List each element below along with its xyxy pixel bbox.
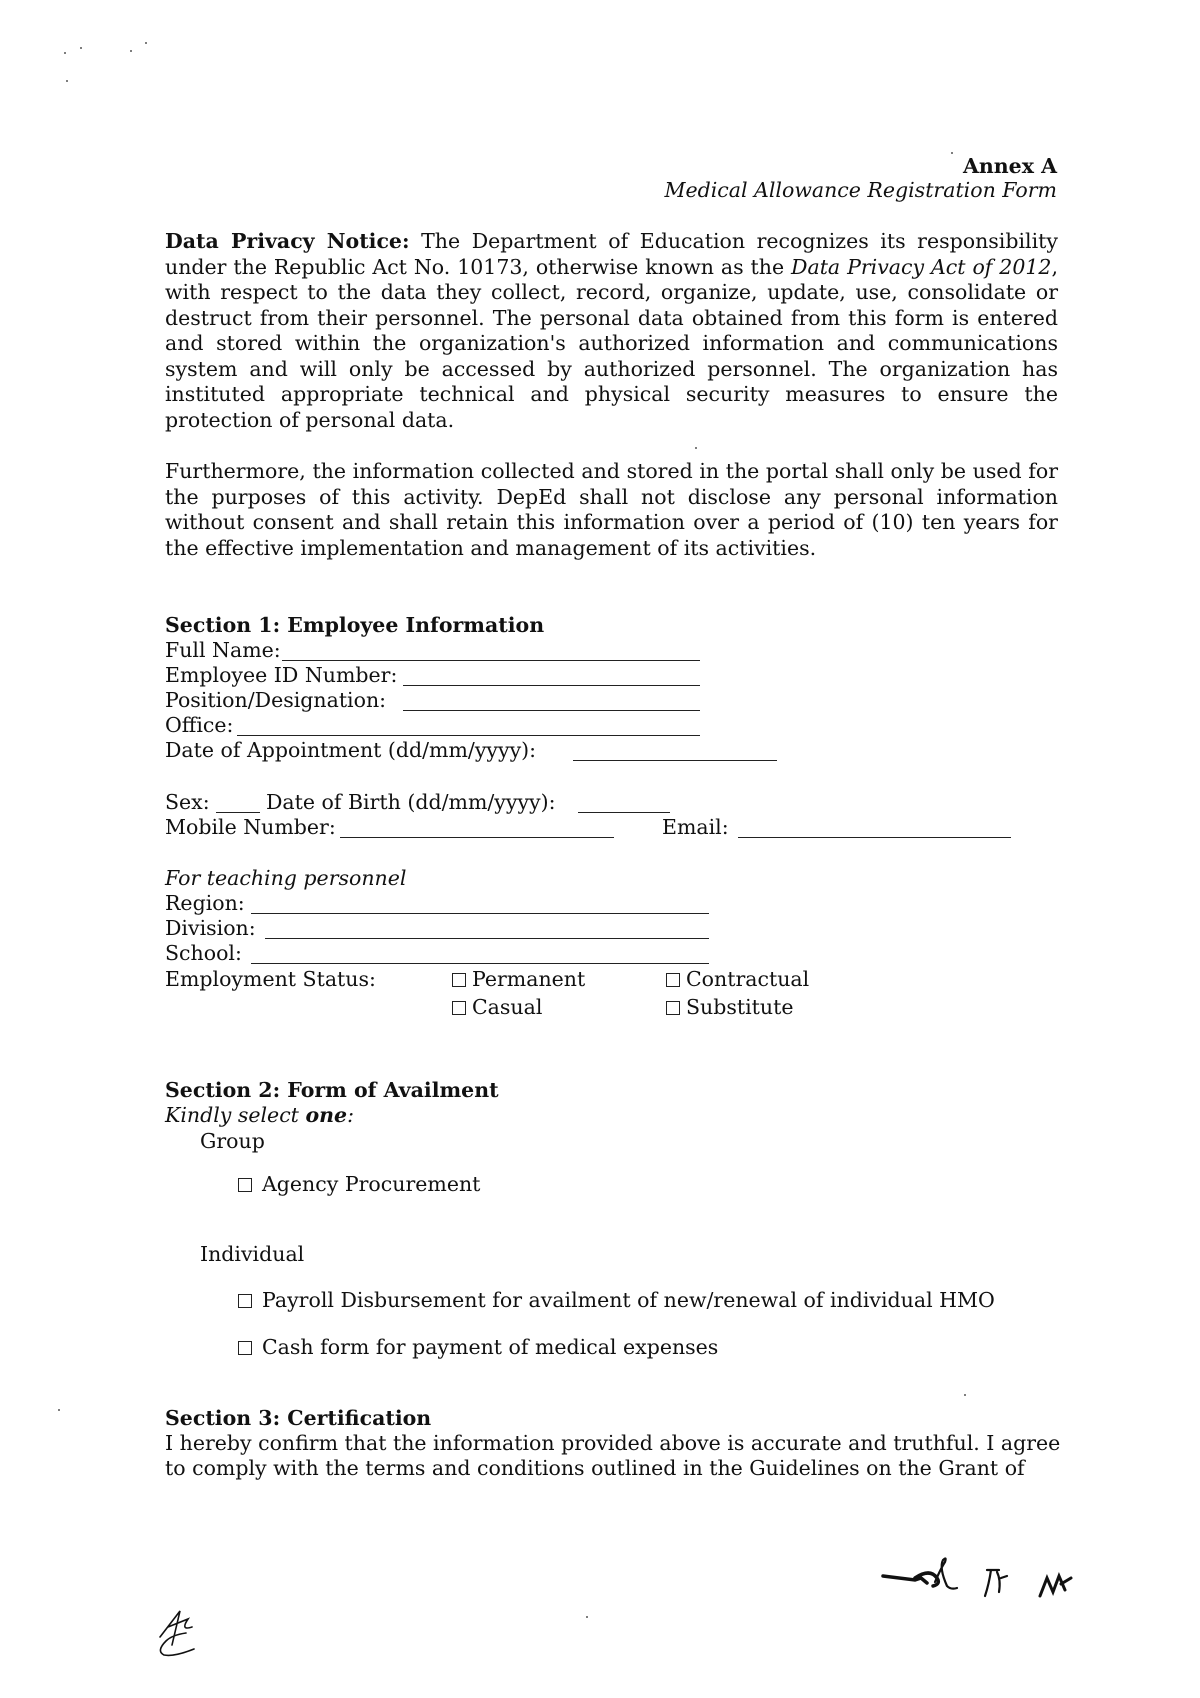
section3-title: Section 3: Certification (165, 1406, 432, 1430)
scan-speck (695, 447, 697, 449)
appointment-label: Date of Appointment (dd/mm/yyyy): (165, 738, 537, 762)
cash-checkbox[interactable] (238, 1341, 252, 1355)
mobile-label: Mobile Number: (165, 815, 336, 839)
instruction-text: Kindly select (165, 1103, 306, 1127)
dob-label: Date of Birth (dd/mm/yyyy): (266, 790, 556, 814)
office-label: Office: (165, 713, 234, 737)
initials-mark (150, 1605, 210, 1660)
scan-speck (66, 80, 68, 82)
employee-id-field[interactable] (403, 685, 700, 686)
annex-subtitle: Medical Allowance Registration Form (664, 178, 1057, 202)
employee-id-label: Employee ID Number: (165, 663, 398, 687)
substitute-checkbox[interactable] (666, 1001, 680, 1015)
instruction-colon: : (347, 1103, 354, 1127)
cash-label: Cash form for payment of medical expenses (262, 1335, 719, 1359)
scan-speck (64, 52, 66, 54)
privacy-act-name: Data Privacy Act of 2012 (791, 254, 1052, 279)
scan-speck (951, 152, 953, 154)
sex-label: Sex: (165, 790, 210, 814)
agency-procurement-checkbox[interactable] (238, 1178, 252, 1192)
section1-title: Section 1: Employee Information (165, 613, 545, 637)
privacy-text-b: , with respect to the data they collect, record, organize, update, use, consolidate or destruct from their personnel. The personal data obtained from this form is entered and stored within the organization's authorized information and communications system and will only be accessed by authorized personnel. The organization has instituted appropriate technical and physical security measures to ensure the protection of personal data. (165, 254, 1058, 432)
appointment-date-field[interactable] (573, 760, 777, 761)
casual-checkbox[interactable] (452, 1001, 466, 1015)
school-label: School: (165, 941, 242, 965)
individual-label: Individual (200, 1242, 305, 1266)
division-label: Division: (165, 916, 256, 940)
scan-speck (964, 1394, 966, 1396)
privacy-paragraph-2: Furthermore, the information collected and stored in the portal shall only be used for the purposes of this activity. DepEd shall not disclose any personal information without consent and shall retain this information over a period of (10) ten years for the effective implementation and management of its activities. (165, 459, 1058, 560)
dob-field[interactable] (578, 812, 670, 813)
scan-speck (58, 1409, 60, 1411)
privacy-label: Data Privacy Notice: (165, 229, 410, 253)
school-field[interactable] (251, 963, 709, 964)
certification-line-2: to comply with the terms and conditions outlined in the Guidelines on the Grant of (165, 1456, 1025, 1480)
section2-instruction (165, 1103, 354, 1128)
certification-line-1: I hereby confirm that the information provided above is accurate and truthful. I agree (165, 1431, 1061, 1455)
contractual-checkbox[interactable] (666, 973, 680, 987)
contractual-label: Contractual (686, 967, 810, 991)
casual-label: Casual (472, 995, 543, 1019)
signature-initials-marks (875, 1548, 1085, 1603)
scan-speck (145, 42, 147, 44)
payroll-label: Payroll Disbursement for availment of new/renewal of individual HMO (262, 1288, 995, 1312)
employment-status-label: Employment Status: (165, 967, 376, 991)
permanent-label: Permanent (472, 967, 586, 991)
agency-procurement-label: Agency Procurement (262, 1172, 481, 1196)
region-label: Region: (165, 891, 245, 915)
annex-title: Annex A (962, 154, 1057, 178)
privacy-notice (165, 229, 1058, 433)
payroll-checkbox[interactable] (238, 1294, 252, 1308)
scan-speck (586, 1616, 588, 1618)
email-label: Email: (662, 815, 729, 839)
division-field[interactable] (265, 938, 709, 939)
scan-speck (130, 50, 132, 52)
position-field[interactable] (403, 710, 700, 711)
full-name-label: Full Name: (165, 638, 281, 662)
permanent-checkbox[interactable] (452, 973, 466, 987)
scan-speck (80, 47, 82, 49)
group-label: Group (200, 1129, 265, 1153)
region-field[interactable] (251, 913, 709, 914)
mobile-field[interactable] (340, 837, 614, 838)
substitute-label: Substitute (686, 995, 794, 1019)
full-name-field[interactable] (282, 660, 700, 661)
section2-title: Section 2: Form of Availment (165, 1078, 499, 1102)
sex-field[interactable] (216, 812, 260, 813)
email-field[interactable] (738, 837, 1011, 838)
teaching-note: For teaching personnel (165, 866, 407, 890)
position-label: Position/Designation: (165, 688, 387, 712)
instruction-emphasis: one (305, 1103, 348, 1127)
privacy-text-a: The Department of Education recognizes its responsibility under the Republic Act No. 10173, otherwise known as the (165, 229, 1058, 279)
office-field[interactable] (237, 735, 700, 736)
